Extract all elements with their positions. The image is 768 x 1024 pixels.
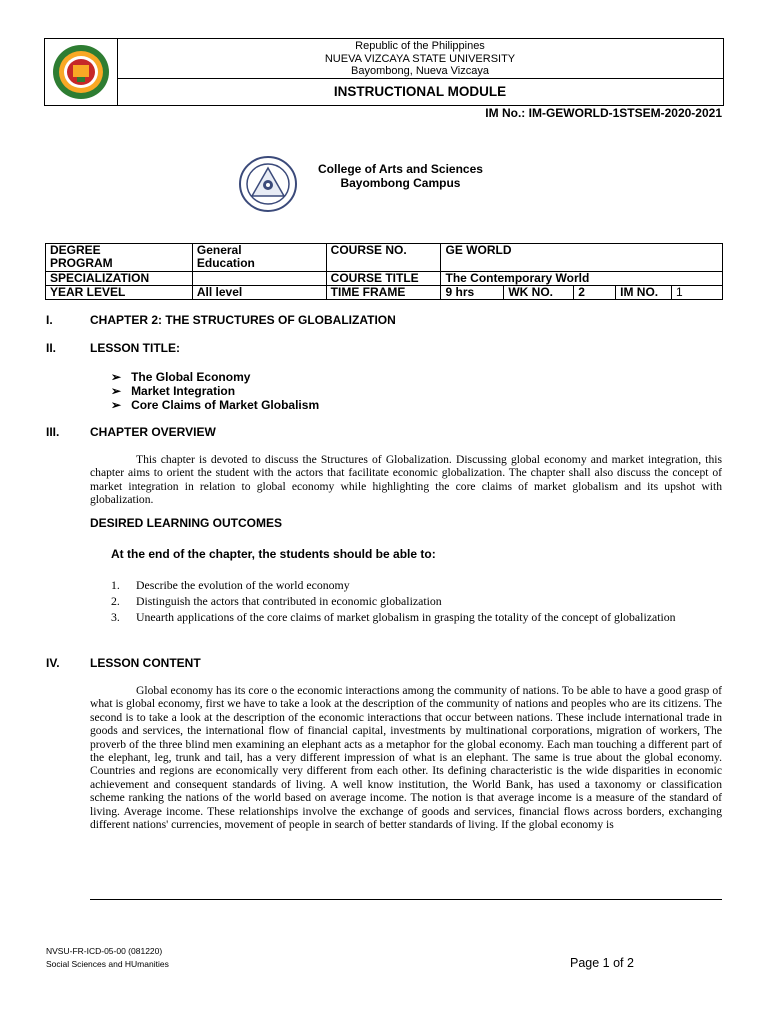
table-row [46, 244, 723, 272]
list-item: ➢ The Global Economy [111, 370, 251, 384]
college-name [318, 162, 483, 190]
outcomes-heading: DESIRED LEARNING OUTCOMES [90, 516, 283, 530]
course-title-value: The Contemporary World [441, 272, 723, 286]
course-no-value: GE WORLD [441, 244, 723, 272]
list-item: 3. Unearth applications of the core claims of market globalism in grasping the totality of the concept of globalization [111, 610, 676, 624]
time-frame-label: TIME FRAME [326, 286, 441, 300]
time-frame-value: 9 hrs [441, 286, 504, 300]
wk-no-value: 2 [574, 286, 616, 300]
college-line2: Bayombong Campus [340, 176, 461, 190]
outcomes-intro: At the end of the chapter, the students should be able to: [111, 547, 436, 561]
section-2-number: II. [46, 341, 57, 355]
section-3-number: III. [46, 425, 60, 439]
specialization-label: SPECIALIZATION [46, 272, 193, 286]
list-item: ➢ Market Integration [111, 384, 236, 398]
section-1-number: I. [46, 313, 53, 327]
header-box [44, 38, 724, 106]
college-line1: College of Arts and Sciences [318, 162, 483, 176]
lesson-content-paragraph: Global economy has its core o the economic interactions among the community of nations. To be able to have a good grasp of what is global economy, first we have to take a look at the description of the community of nations and peoples who are its citizens. The second is to take a look at the description of the economic interactions that occur between nations. These include international trade in goods and services, the international flow of financial capital, investments by multinational corporations, migration of workers, The proverb of the three blind men examining an elephant acts as a metaphor for the global economy. Each man touching a different part of the elephant, leg, trunk and tail, has a very different impression of what is an elephant. The same is true about the global economy. Countries and regions are economically very different from each other. Its defining characteristic is the wide disparities in economic achievement and consequent standards of living. A well know institution, the World Bank, has used a taxonomy or classification scheme ranking the nations of the world based on average income. The notion is that average income is a measure of the standard of living. Average income. These relationships involve the exchange of goods and services, financial flows across borders, exchanging different nations' currencies, movement of people in search of better standards of living. If the global economy is [90, 684, 722, 832]
lesson-content-heading: LESSON CONTENT [90, 656, 201, 670]
list-item: ➢ Core Claims of Market Globalism [111, 398, 320, 412]
header-republic: Republic of the Philippines [355, 40, 485, 52]
im-no-label: IM NO. [616, 286, 672, 300]
overview-paragraph: This chapter is devoted to discuss the Structures of Globalization. Discussing global economy and market integration, this chapter aims to orient the student with the actors that facilitate economic globalization. The chapter shall also discuss the concept of market integration in relation to global economy while highlighting the core claims of market globalism and its upshot with globalization. [90, 453, 722, 507]
lesson-title-heading: LESSON TITLE: [90, 341, 180, 355]
header-university: NUEVA VIZCAYA STATE UNIVERSITY [324, 52, 516, 65]
form-code: NVSU-FR-ICD-05-00 (081220) [46, 946, 163, 956]
year-level-label: YEAR LEVEL [46, 286, 193, 300]
course-info-table [45, 243, 723, 300]
course-no-label: COURSE NO. [326, 244, 441, 272]
im-number: IM No.: IM-GEWORLD-1STSEM-2020-2021 [485, 106, 722, 120]
specialization-value [192, 272, 326, 286]
wk-no-label: WK NO. [504, 286, 574, 300]
list-item: 1. Describe the evolution of the world economy [111, 578, 350, 592]
header-location: Bayombong, Nueva Vizcaya [351, 65, 489, 77]
footer-divider [90, 899, 722, 900]
university-seal-icon [51, 43, 111, 101]
department-name: Social Sciences and HUmanities [46, 959, 169, 969]
section-4-number: IV. [46, 656, 60, 670]
list-item: 2. Distinguish the actors that contributed in economic globalization [111, 594, 442, 608]
degree-label: DEGREE PROGRAM [46, 244, 193, 272]
im-no-value: 1 [672, 286, 723, 300]
page-number: Page 1 of 2 [570, 956, 634, 970]
logo-cell [45, 39, 118, 105]
chapter-title: CHAPTER 2: THE STRUCTURES OF GLOBALIZATION [90, 313, 396, 327]
table-row [46, 286, 723, 300]
lesson-list [111, 370, 319, 412]
year-level-value: All level [192, 286, 326, 300]
table-row [46, 272, 723, 286]
degree-value: General Education [192, 244, 326, 272]
header-title: INSTRUCTIONAL MODULE [333, 84, 507, 99]
header-institution [117, 39, 723, 79]
college-seal-icon [238, 155, 298, 213]
chapter-overview-heading: CHAPTER OVERVIEW [90, 425, 216, 439]
course-title-label: COURSE TITLE [326, 272, 441, 286]
outcomes-list [111, 578, 722, 624]
